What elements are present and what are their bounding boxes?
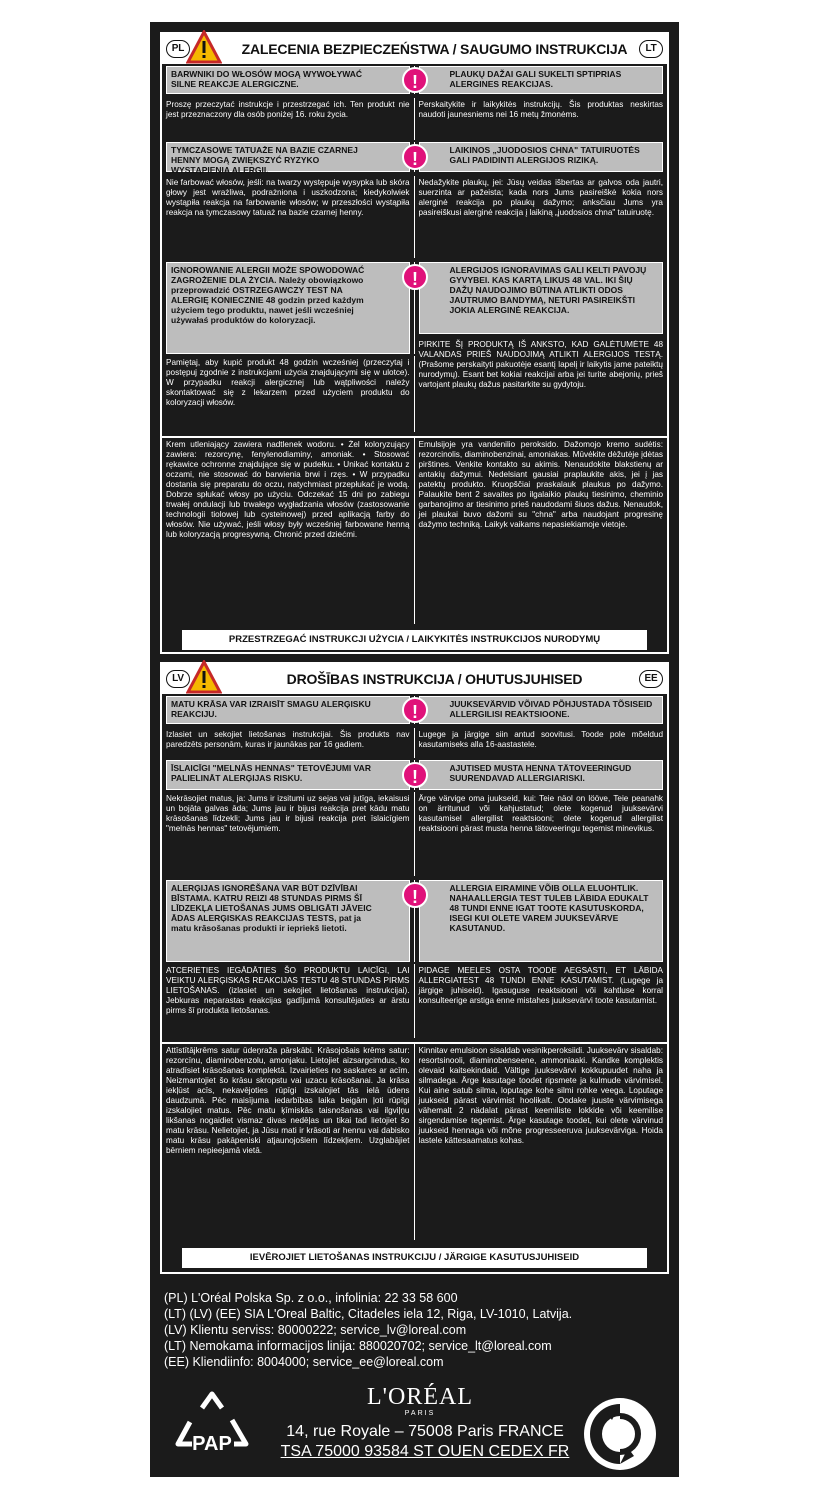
text-block-1 [162,98,667,140]
country-code-lv: LV [166,670,190,688]
exclamation-icon: ! [402,762,428,788]
warning-triangle-icon [186,30,222,64]
body-text: Nekrāsojiet matus, ja: Jums ir izsitumi uz sejas vai jutīga, iekaisusi un bojāta galvas āda; Jums jau ir bijusi reakcija pret kādu matu krāsošanas līdzekli; Jums jau ir bijusi reakcija pret īslaicīgiem "melnās hennas" tetovējumiem. [166,794,410,833]
pap-label: PAP [192,1433,232,1455]
body-text: Pamiętaj, aby kupić produkt 48 godzin wcześniej (przeczytaj i postępuj zgodnie z instrukcjami użycia znajdującymi się w ulotce). W przypadku reakcji alergicznej lub wątpliwości należy skontaktować się z lekarzem przed użyciem produktu do koloryzacji włosów. [166,358,410,407]
instructions-footer: PRZESTRZEGAĆ INSTRUKCJI UŻYCIA / LAIKYKITĖS INSTRUKCIJOS NURODYMŲ [182,630,647,650]
warning-text: ALERĢIJAS IGNORĒŠANA VAR BŪT DZĪVĪBAI BĪSTAMA. KATRU REIZI 48 STUNDAS PIRMS ŠĪ LĪDZEKĻA LIETOŠANAS JUMS OBLIGĀTI JĀVEIC ĀDAS ALERĢISKAS REAKCIJAS TESTS, pat ja matu krāsošanas produkti ir iepriekš lietoti. [166,880,410,962]
safety-section-lv-ee [160,662,669,1274]
warning-text: TYMCZASOWE TATUAŻE NA BAZIE CZARNEJ HENNY MOGĄ ZWIĘKSZYĆ RYZYKO WYSTĄPIENIA ALERGII. [166,142,410,172]
section-title: ZALECENIA BEZPIECZEŃSTWA / SAUGUMO INSTRUKCIJA [241,41,628,57]
body-text: Nie farbować włosów, jeśli: na twarzy występuje wysypka lub skóra głowy jest wrażliwa, podrażniona i uszkodzona; kiedykolwiek wystąpiła reakcja na farbowanie włosów; w przeszłości wystąpiła reakcja na tymczasowy tatuaż na bazie czarnej henny. [166,178,410,217]
text-block-3 [162,964,667,1038]
address-line: (EE) Kliendiinfo: 8004000; service_ee@loreal.com [164,1355,444,1369]
warning-block-3 [162,880,667,962]
body-text: Lugege ja järgige siin antud soovitusi. Toode pole mõeldud kasutamiseks alla 16-aastastele. [418,730,663,749]
country-code-ee: EE [639,670,663,688]
warning-text: AJUTISED MUSTA HENNA TÄTOVEERINGUD SUURENDAVAD ALLERGIARISKI. [419,760,664,790]
leaflet-panel [150,22,679,1477]
body-text: Izlasiet un sekojiet lietošanas instrukcijai. Šis produkts nav paredzēts personām, kuras ir jaunākas par 16 gadiem. [166,730,410,749]
exclamation-icon: ! [402,144,428,170]
section-title: DROŠĪBAS INSTRUKCIJA / OHUTUSJUHISED [286,671,583,687]
body-text: Nedažykite plaukų, jei: Jūsų veidas išbertas ar galvos oda jautri, suerzinta ar pažeista; kada nors Jums pasireiškė kokia nors alerginė reakcija po plaukų dažymo; anksčiau Jums yra pasireiškusi alerginė reakcija į laikiną „juodosios chna" tatuiruotę. [418,178,663,217]
green-dot-icon [580,1394,660,1474]
text-block-3l [162,356,667,432]
text-block-1 [162,728,667,758]
text-block-4 [162,436,667,624]
brand-subtitle: PARIS [404,1410,436,1417]
warning-text: ĪSLAICĪGI "MELNĀS HENNAS" TETOVĒJUMI VAR PALIELINĀT ALERĢIJAS RISKU. [166,760,410,790]
safety-section-pl-lt [160,32,669,654]
warning-block-1 [162,66,667,94]
text-block-2 [162,792,667,876]
address-line: (LT) Nemokama informacijos linija: 880020702; service_lt@loreal.com [164,1339,552,1353]
street-line: TSA 75000 93584 ST OUEN CEDEX FR [280,1443,570,1460]
brand-name: L'ORÉAL [367,1384,473,1410]
warning-triangle-icon [186,660,222,694]
text-block-4 [162,1042,667,1240]
body-text: Perskaitykite ir laikykitės instrukcijų. Šis produktas neskirtas naudoti jaunesniems nei 16 metų žmonėms. [418,100,663,119]
warning-text: JUUKSEVÄRVID VÕIVAD PÕHJUSTADA TÕSISEID ALLERGILISI REAKTSIOONE. [419,696,664,724]
address-line: (PL) L'Oréal Polska Sp. z o.o., infolinia: 22 33 58 600 [164,1291,458,1305]
section-header [162,664,667,694]
body-text: PIRKITE ŠĮ PRODUKTĄ IŠ ANKSTO, KAD GALĖTUMĖTE 48 VALANDAS PRIEŠ NAUDOJIMĄ ATLIKTI ALERGIJOS TESTĄ. (Prašome perskaityti pakuotėje esantį lapelį ir laikytis jame pateiktų nurodymų). Esant bet kokiai reakcijai arba jei turite abejonių, prieš vartojant plaukų dažus pasitarkite su gydytoju. [418,340,663,389]
postal-address [260,1422,590,1462]
warning-block-1 [162,696,667,724]
contact-info [164,1290,572,1370]
address-line: (LV) Klientu serviss: 80000222; service_lv@loreal.com [164,1323,467,1337]
address-line: (LT) (LV) (EE) SIA L'Oreal Baltic, Citadeles iela 12, Riga, LV-1010, Latvija. [164,1307,573,1321]
section-header [162,34,667,64]
warning-text: PLAUKŲ DAŽAI GALI SUKELTI SPTIPRIAS ALERGINES REAKCIJAS. [419,66,664,94]
text-block-2 [162,176,667,258]
body-text: Proszę przeczytać instrukcje i przestrzegać ich. Ten produkt nie jest przeznaczony dla osób poniżej 16. roku życia. [166,100,410,119]
body-text: ATCERIETIES IEGĀDĀTIES ŠO PRODUKTU LAICĪGI, LAI VEIKTU ALERĢISKAS REAKCIJAS TESTU 48 STUNDAS PIRMS LIETOŠANAS. (izlasiet un sekojiet lietošanas instrukcijai). Jebkuras neparastas reakcijas gadījumā konsultējaties ar ārstu pirms šī produkta lietošanas. [166,966,410,1015]
exclamation-icon: ! [402,264,428,290]
country-code-lt: LT [639,40,663,58]
warning-text: ALLERGIA EIRAMINE VÕIB OLLA ELUOHTLIK. NAHAALLERGIA TEST TULEB LÄBIDA EDUKALT 48 TUNDI ENNE IGAT TOOTE KASUTUSKORDA, ISEGI KUI OLETE VAREM JUUKSEVÄRVE KASUTANUD. [419,880,664,962]
street-line: 14, rue Royale – 75008 Paris FRANCE [286,1423,564,1440]
country-code-pl: PL [166,40,190,58]
warning-block-2 [162,142,667,175]
warning-text: ALERGIJOS IGNORAVIMAS GALI KELTI PAVOJŲ GYVYBEI. KAS KARTĄ LIKUS 48 VAL. IKI ŠIŲ DAŽŲ NAUDOJIMO BŪTINA ATLIKTI ODOS JAUTRUMO BANDYMĄ, NETURI PASIREIKŠTI JOKIA ALERGINĖ REAKCIJA. [419,262,664,334]
exclamation-icon: ! [402,67,428,93]
body-text: Kinnitav emulsioon sisaldab vesinikperoksiidi. Juuksevärv sisaldab: resortsinooli, diaminobenseene, ammoniaaki. Kandke komplektis olevaid kaitsekindaid. Vältige juuksevärvi kokkupuudet naha ja silmadega. Ärge kasutage toodet ripsmete ja kulmude värvimisel. Kui aine satub silma, loputage kohe silmi rohke veega. Loputage juukseid pärast värvimist hoolikalt. Oodake juuste värvimisega vähemalt 2 nädalat pärast keemiliste lokkide või keemilise sirgendamise tegemist. Ärge kasutage toodet, kui olete värvinud juukseid hennaga või mõne progresseeruva juuksevärviga. Hoida lastele kättesaamatus kohas. [418,1046,663,1145]
body-text: Emulsijoje yra vandenilio peroksido. Dažomojo kremo sudėtis: rezorcinolis, diaminobenzinai, amoniakas. Mūvėkite dėžutėje įdėtas pirštines. Venkite kontakto su akimis. Nenaudokite blakstienų ar antakių dažymui. Nedelsiant gausiai praplaukite akis, jei į jas patektų produkto. Kruopščiai praskalauk plaukus po dažymo. Palaukite bent 2 savaites po ilgalaikio plaukų tiesinimo, cheminio garbanojimo ar tiesinimo prieš naudodami šiuos dažus. Nenaudok, jei plaukai buvo dažomi su "chna" arba naudojant progresinę dažymo techniką. Laikyk vaikams nepasiekiamoje vietoje. [418,440,663,529]
body-text: Ärge värvige oma juukseid, kui: Teie näol on lööve, Teie peanahk on ärritunud või kahjustatud; olete kogenud juuksevärvi kasutamisel allergilist reaktsiooni; olete kogenud allergilist reaktsiooni pärast musta henna tätoveeringu tegemist minevikus. [418,794,663,833]
warning-block-2 [162,760,667,790]
exclamation-icon: ! [402,697,428,723]
warning-text: BARWNIKI DO WŁOSÓW MOGĄ WYWOŁYWAĆ SILNE REAKCJE ALERGICZNE. [166,66,410,94]
warning-text: IGNOROWANIE ALERGII MOŻE SPOWODOWAĆ ZAGROŻENIE DLA ŻYCIA. Należy obowiązkowo przeprowadzić OSTRZEGAWCZY TEST NA ALERGIĘ KONIECZNIE 48 godzin przed każdym użyciem tego produktu, nawet jeśli wcześniej używałaś produktów do koloryzacji. [166,262,410,354]
warning-text: LAIKINOS „JUODOSIOS CHNA" TATUIRUOTĖS GALI PADIDINTI ALERGIJOS RIZIKĄ. [419,142,664,172]
body-text: Attīstītājkrēms satur ūdeņraža pārskābi. Krāsojošais krēms satur: rezorcīnu, diaminobenzolu, amonjaku. Lietojiet aizsargcimdus, ko atradīsiet krāsošanas komplektā. Izvairieties no saskares ar acīm. Neizmantojiet šo krāsu skropstu vai uzacu krāsošanai. Ja krāsa iekļūst acīs, nekavējoties rūpīgi izskalojiet tās ielā ūdens daudzumā. Pēc maisījuma iedarbības laika beigām ļoti rūpīgi izskalojiet matus. Pēc matu ķīmiskās taisnošanas vai ilgviļņu likšanas nogaidiet vismaz divas nedēļas un tikai tad lietojiet šo matu krāsu. Nelietojiet, ja Jūsu mati ir krāsoti ar hennu vai dabisko matu krāsu pakāpeniski atjaunojošiem līdzekļiem. Uzglabājiet bērniem nepieejamā vietā. [166,1046,410,1155]
loreal-logo [360,1384,480,1417]
recycle-pap-icon [172,1390,252,1470]
body-text: PIDAGE MEELES OSTA TOODE AEGSASTI, ET LÄBIDA ALLERGIATEST 48 TUNDI ENNE KASUTAMIST. (Lugege ja järgige juhiseid). Igasuguse reaktsiooni või kahtluse korral konsulteerige arstiga enne mistahes juuksevärvi toote kasutamist. [418,966,663,1005]
warning-text: MATU KRĀSA VAR IZRAISĪT SMAGU ALERĢISKU REAKCIJU. [166,696,410,724]
exclamation-icon: ! [402,882,428,908]
body-text: Krem utleniający zawiera nadtlenek wodoru. • Żel koloryzujący zawiera: rezorcynę, fenylenodiaminy, amoniak. • Stosować rękawice ochronne znajdujące się w pudełku. • Unikać kontaktu z oczami, nie stosować do barwienia brwi i rzęs. • W przypadku dostania się preparatu do oczu, natychmiast przepłukać je wodą. Dobrze spłukać włosy po użyciu. Odczekać 15 dni po zabiegu trwałej ondulacji lub trwałego wygładzania włosów (zastosowanie technologii tiolowej lub cysteinowej) przed aplikacją farby do włosów. Nie używać, jeśli włosy były wcześniej farbowane henną lub koloryzacją progresywną. Chronić przed dziećmi. [166,440,410,539]
instructions-footer: IEVĒROJIET LIETOŠANAS INSTRUKCIJU / JÄRGIGE KASUTUSJUHISEID [182,1248,647,1268]
